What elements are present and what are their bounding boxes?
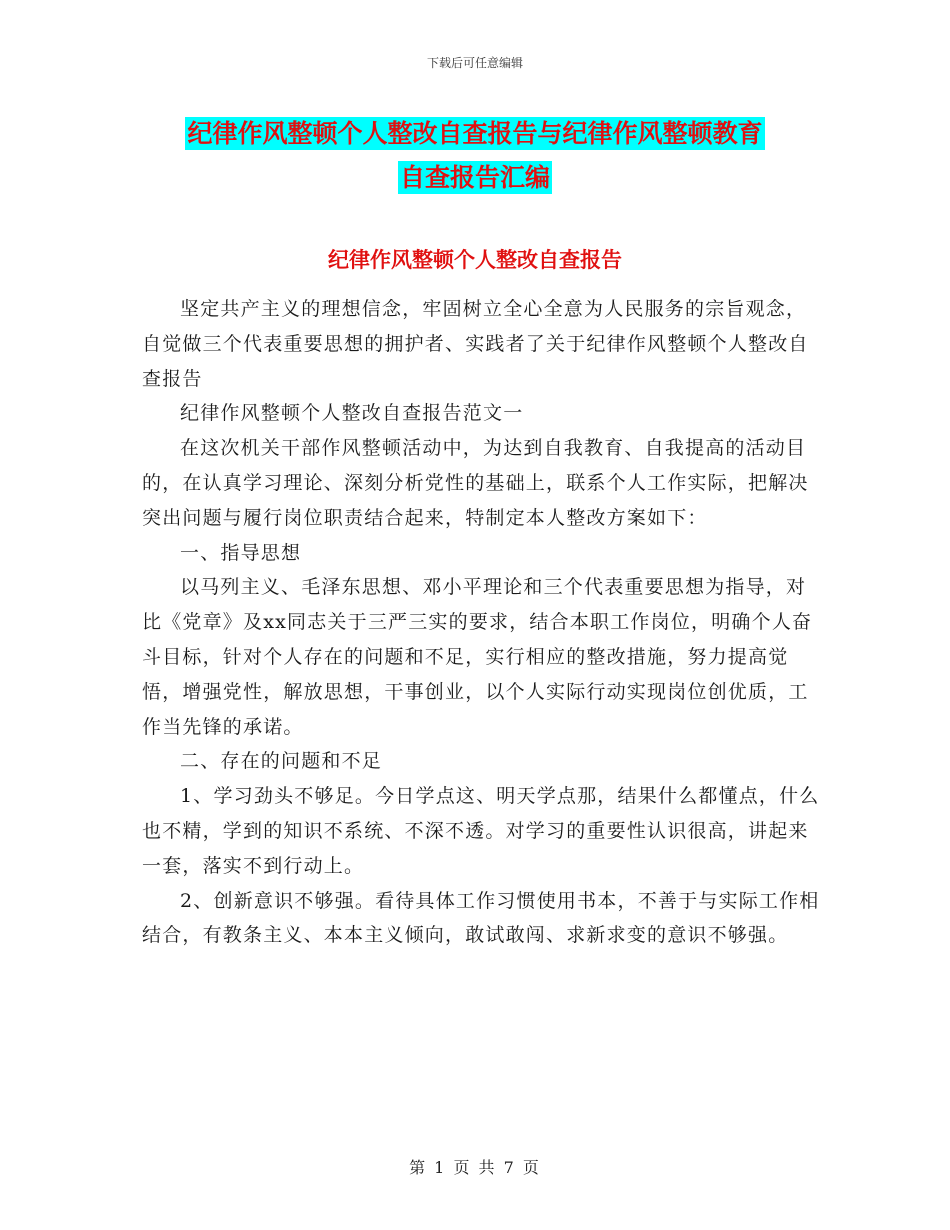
paragraph: 1、学习劲头不够足。今日学点这、明天学点那，结果什么都懂点，什么也不精，学到的知识不系统、不深不透。对学习的重要性认识很高，讲起来一套，落实不到行动上。 [142, 785, 820, 877]
section-title: 纪律作风整顿个人整改自查报告 [328, 248, 622, 272]
main-title-line-2: 自查报告汇编 [399, 163, 550, 192]
main-title [0, 112, 950, 200]
page-number-footer: 第 1 页 共 7 页 [409, 1158, 541, 1177]
paragraph: 二、存在的问题和不足 [180, 750, 383, 773]
paragraph: 2、创新意识不够强。看待具体工作习惯使用书本，不善于与实际工作相结合，有教条主义、本本主义倾向，敢试敢闯、求新求变的意识不够强。 [142, 889, 820, 947]
paragraph: 一、指导思想 [180, 541, 302, 564]
paragraph: 在这次机关干部作风整顿活动中，为达到自我教育、自我提高的活动目的，在认真学习理论、深刻分析党性的基础上，联系个人工作实际，把解决突出问题与履行岗位职责结合起来，特制定本人整改方案如下： [142, 437, 809, 529]
paragraph: 坚定共产主义的理想信念，牢固树立全心全意为人民服务的宗旨观念，自觉做三个代表重要思想的拥护者、实践者了关于纪律作风整顿个人整改自查报告 [142, 298, 809, 390]
header-note: 下载后可任意编辑 [426, 56, 523, 70]
paragraph: 纪律作风整顿个人整改自查报告范文一 [180, 402, 524, 425]
body-text [142, 292, 822, 953]
main-title-line-1: 纪律作风整顿个人整改自查报告与纪律作风整顿教育 [187, 119, 763, 148]
paragraph: 以马列主义、毛泽东思想、邓小平理论和三个代表重要思想为指导，对比《党章》及xx同志关于三严三实的要求，结合本职工作岗位，明确个人奋斗目标，针对个人存在的问题和不足，实行相应的整改措施，努力提高觉悟，增强党性，解放思想，干事创业，以个人实际行动实现岗位创优质，工作当先锋的承诺。 [142, 576, 813, 738]
